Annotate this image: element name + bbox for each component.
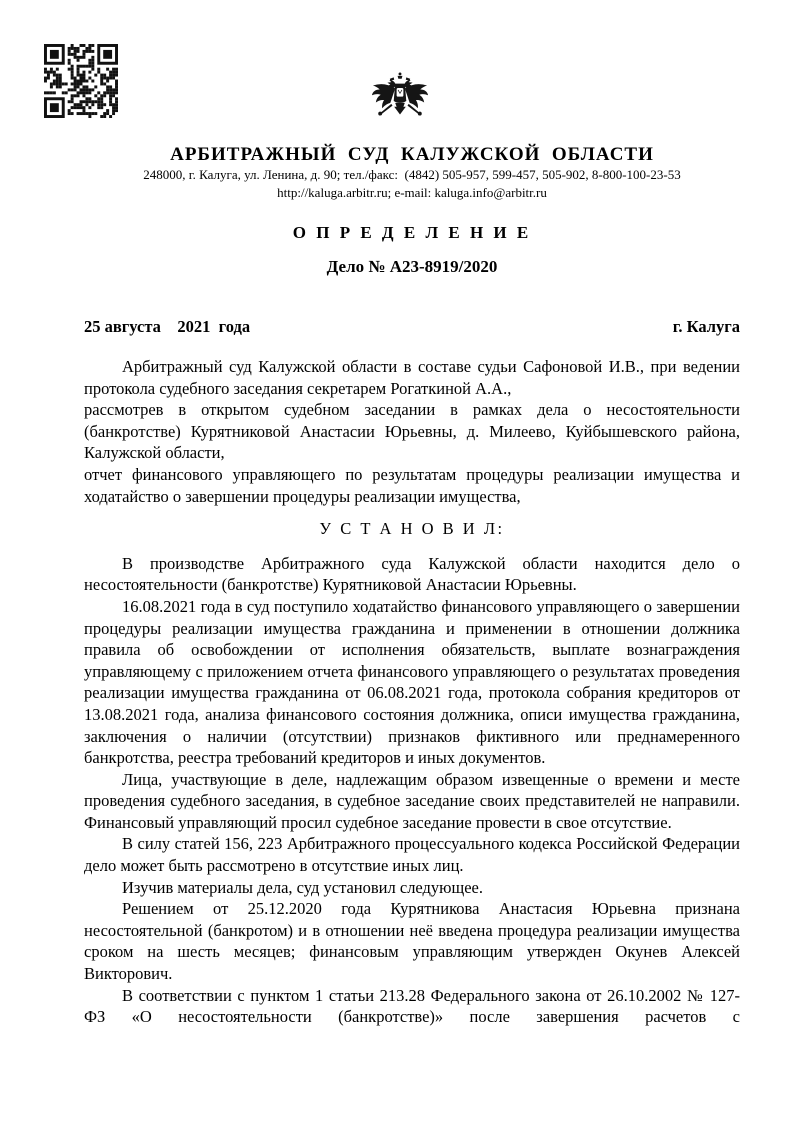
paragraph: В соответствии с пунктом 1 статьи 213.28 Федерального закона от 26.10.2002 № 127-ФЗ «О несостоятельности (банкротстве)» после завершения расчетов с	[84, 985, 740, 1027]
coat-of-arms-icon	[371, 70, 429, 132]
paragraph: отчет финансового управляющего по результатам процедуры реализации имущества и ходатайство о завершении процедуры реализации имущества,	[84, 464, 740, 506]
document-city: г. Калуга	[672, 317, 740, 336]
ruling-heading: У С Т А Н О В И Л:	[319, 519, 505, 539]
paragraph: Решением от 25.12.2020 года Курятникова Анастасия Юрьевна признана несостоятельной (банкротом) и в отношении неё введена процедура реализации имущества сроком на шесть месяцев; финансовым управляющим утвержден Окунев Алексей Викторович.	[84, 899, 740, 984]
court-address-line: 248000, г. Калуга, ул. Ленина, д. 90; тел./факс: (4842) 505-957, 599-457, 505-902, 8-800-100-23-53	[143, 167, 681, 182]
qr-code-icon	[44, 44, 118, 118]
paragraph: рассмотрев в открытом судебном заседании в рамках дела о несостоятельности (банкротстве) Курятниковой Анастасии Юрьевны, д. Милеево, Куйбышевского района, Калужской области,	[84, 400, 740, 463]
paragraph: В силу статей 156, 223 Арбитражного процессуального кодекса Российской Федерации дело может быть рассмотрено в отсутствие иных лиц.	[84, 834, 740, 876]
document-title: О П Р Е Д Е Л Е Н И Е	[292, 223, 532, 242]
paragraph: Лица, участвующие в деле, надлежащим образом извещенные о времени и месте проведения судебного заседания, в судебное заседание своих представителей не направили. Финансовый управляющий просил судебное заседание провести в свое отсутствие.	[84, 769, 740, 832]
paragraph: В производстве Арбитражного суда Калужской области находится дело о несостоятельности (банкротстве) Курятниковой Анастасии Юрьевны.	[84, 553, 740, 595]
court-contacts-line: http://kaluga.arbitr.ru; e-mail: kaluga.info@arbitr.ru	[277, 184, 547, 200]
paragraph: Изучив материалы дела, суд установил следующее.	[122, 877, 483, 897]
document-body	[84, 356, 740, 1028]
paragraph: 16.08.2021 года в суд поступило ходатайство финансового управляющего о завершении процедуры реализации имущества гражданина и применении в отношении должника правила об освобождении от исполнения обязательств, выплате вознаграждения управляющему с приложением отчета финансового управляющего о результатах проведения реализации имущества гражданина от 06.08.2021 года, протокола собрания кредиторов от 13.08.2021 года, анализа финансового состояния должника, описи имущества гражданина, заключения о наличии (отсутствии) признаков фиктивного или преднамеренного банкротства, реестра требований кредиторов и иных документов.	[84, 596, 740, 768]
court-name: АРБИТРАЖНЫЙ СУД КАЛУЖСКОЙ ОБЛАСТИ	[170, 144, 654, 165]
paragraph: Арбитражный суд Калужской области в составе судьи Сафоновой И.В., при ведении протокола судебного заседания секретарем Рогаткиной А.А.,	[84, 357, 740, 398]
case-number: Дело № А23-8919/2020	[326, 257, 498, 276]
document-date: 25 августа 2021 года	[84, 317, 251, 336]
date-city-row	[84, 317, 740, 337]
